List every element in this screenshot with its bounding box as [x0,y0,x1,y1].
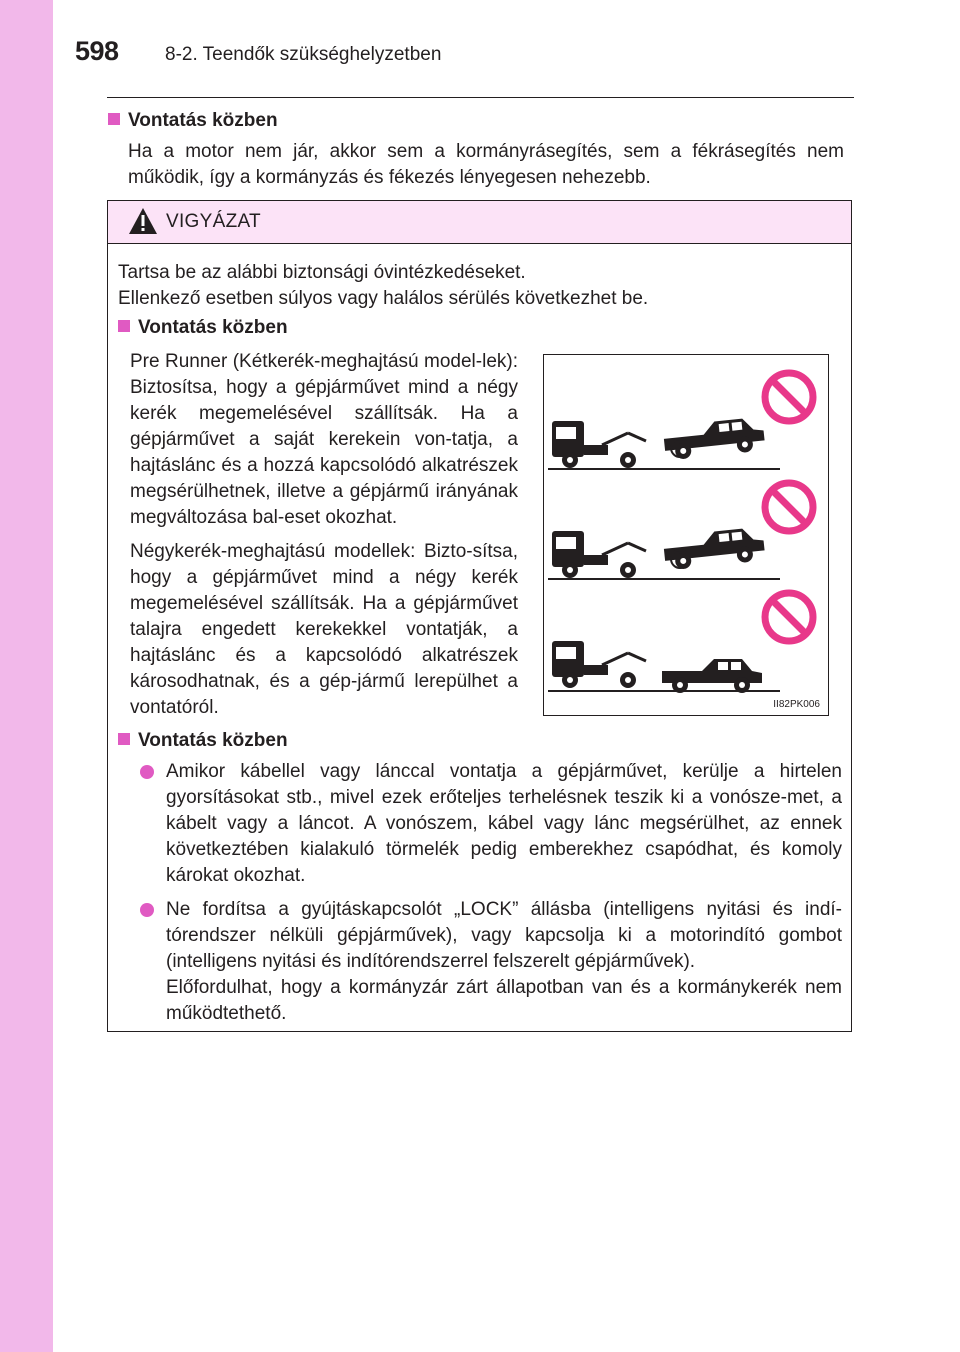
square-bullet-icon [118,320,130,332]
caution-bullets [120,759,842,1035]
towing-diagram [544,355,828,695]
prohibition-icon [765,593,813,641]
caution-header [108,201,851,244]
illustration-code: II82PK006 [773,699,820,710]
paragraph-4wd: Négykerék-meghajtású modellek: Bizto-sítsa, hogy a gépjárművet mind a négy kerék megemelésével szállítsák. Ha a gépjárművet talajra engedett kerekekkel vontatják, a hajtáslánc és a kapcsolódó alkatrészek károsodhatnak, és a gép-jármű lerepülhet a vontatóról. [130,541,518,718]
prohibition-icon [765,483,813,531]
page-number: 598 [75,36,119,66]
caution-box [107,200,852,1032]
prohibition-icon [765,373,813,421]
bullet-item: Amikor kábellel vagy lánccal vontatja a gépjárművet, kerülje a hirtelen gyorsításokat stb., mivel ezek erőteljes terhelésnek teszik ki a vonósze-met, a kábelt vagy a láncot. A vonószem, kábel vagy lánc megsérülhet, az ennek következtében kialakuló törmelék pedig emberekhez csapódhat, és komoly károkat okozhat. [120,759,842,889]
circle-bullet-icon [140,903,154,917]
caution-subheading-2: Vontatás közben [118,730,288,752]
warning-triangle-icon [128,207,158,235]
section-title: 8-2. Teendők szükséghelyzetben [165,44,442,65]
header-divider [107,97,854,98]
towing-text-column [130,349,518,729]
paragraph-2wd: Pre Runner (Kétkerék-meghajtású model-lek): Biztosítsa, hogy a gépjárművet mind a négy kerék megemelésével szállítsák. Ha a gépjárművet a saját kerekein von-tatja, a hajtáslánc és a hozzá kapcsolódó alkatrészek megsérülhetnek, illetve a gépjármű irányának megváltozása bal-eset okozhat. [130,351,518,528]
square-bullet-icon [118,733,130,745]
caution-intro: Tartsa be az alábbi biztonsági óvintézkedéseket. Ellenkező esetben súlyos vagy halálos sérülés következhet be. [118,262,649,309]
bullet-item: Ne fordítsa a gyújtáskapcsolót „LOCK” állásba (intelligens nyitási és indí-tórendszer nélküli gépjárművek), vagy kapcsolja ki a motorindító gombot (intelligens nyitási és indítórendszerrel felszerelt gépjárművek). Előfordulhat, hogy a kormányzár zárt állapotban van és a kormánykerék nem működtethető. [120,897,842,1027]
intro-heading: Vontatás közben [108,110,278,132]
towing-illustration [543,354,829,716]
side-tab [0,0,53,1352]
caution-title: VIGYÁZAT [166,211,261,232]
caution-subheading-1: Vontatás közben [118,317,288,339]
circle-bullet-icon [140,765,154,779]
square-bullet-icon [108,113,120,125]
intro-paragraph: Ha a motor nem jár, akkor sem a kormányrásegítés, sem a fékrásegítés nem működik, így a kormányzás és fékezés lényegesen nehezebb. [128,141,844,188]
